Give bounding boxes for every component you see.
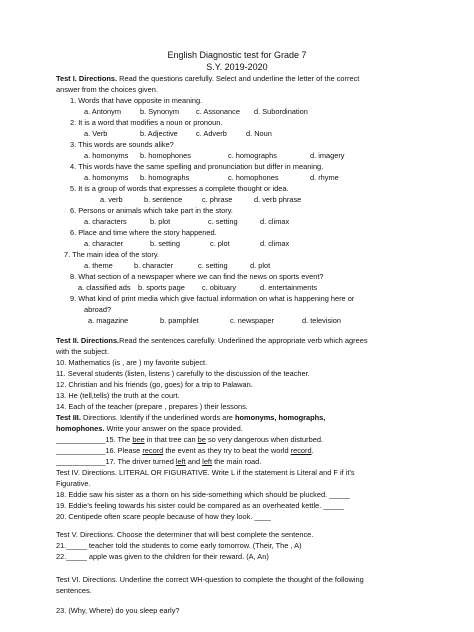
q12: 12. Christian and his friends (go, goes) for a trip to Palawan. — [56, 380, 253, 389]
q8-choices — [78, 282, 317, 293]
choice: b. sports page — [138, 283, 185, 292]
choice: d. Subordination — [254, 107, 308, 116]
q17-text: and — [185, 457, 203, 466]
q16 — [56, 445, 314, 456]
test3-directions-b-text: Write your answer on the space provided. — [104, 424, 243, 433]
choice: b. Synonym — [140, 107, 180, 116]
test2-directions — [56, 335, 368, 346]
q6: 6. Persons or animals which take part in the story. — [70, 206, 233, 215]
answer-blank: ____________ — [56, 446, 106, 455]
underlined-word: left — [202, 457, 213, 466]
q11: 11. Several students (listen, listens ) carefully to the discussion of the teacher. — [56, 369, 310, 378]
underlined-word: left — [175, 457, 186, 466]
choice: b. sentence — [144, 195, 183, 204]
test3-bold-words-2: homophones. — [56, 424, 105, 433]
q20: 20. Centipede often scare people because of how they look. ____ — [56, 512, 271, 521]
choice: b. Adjective — [140, 129, 178, 138]
q10: 10. Mathematics (is , are ) my favorite subject. — [56, 358, 208, 367]
test6-directions: Test VI. Directions. Underline the correct WH-question to complete the thought of the following — [56, 575, 364, 584]
q4-choices — [84, 172, 339, 183]
choice: c. obituary — [202, 283, 237, 292]
choice: a. Antonym — [84, 107, 121, 116]
q2-choices — [84, 128, 272, 139]
choice: d. Noun — [246, 129, 272, 138]
choice: d. rhyme — [310, 173, 339, 182]
choice: d. imagery — [310, 151, 345, 160]
test3-directions-b — [56, 423, 243, 434]
q9-choices — [88, 315, 341, 326]
underlined-word: be — [197, 435, 206, 444]
q18: 18. Eddie saw his sister as a thorn on his side-something which should be plucked. _____ — [56, 490, 350, 499]
test2-heading: Test II. Directions. — [56, 336, 120, 345]
q15-text: so very dangerous when disturbed. — [205, 435, 323, 444]
test3-directions-a: Directions. Identify if the underlined words are — [80, 413, 235, 422]
q5-choices — [100, 194, 301, 205]
q9-cont: abroad? — [84, 305, 112, 314]
q2: 2. It is a word that modifies a noun or pronoun. — [70, 118, 223, 127]
q5: 5. It is a group of words that expresses a complete thought or idea. — [70, 184, 289, 193]
q22: 22._____ apple was given to the children for their reward. (A, An) — [56, 552, 269, 561]
choice: c. homophones — [228, 173, 279, 182]
q21: 21._____ teacher told the students to come early tomorrow. (Their, The , A) — [56, 541, 302, 550]
test1-directions — [56, 73, 359, 84]
school-year: S.Y. 2019-2020 — [206, 62, 268, 72]
test3-directions — [56, 412, 325, 423]
q17-text: the main road. — [212, 457, 262, 466]
choice: c. setting — [208, 217, 238, 226]
test1-directions-a: Read the questions carefully. Select and underline the letter of the correct — [117, 74, 360, 83]
choice: d. climax — [260, 217, 290, 226]
q3-choices — [84, 150, 345, 161]
choice: b. plot — [150, 217, 171, 226]
choice: c. phrase — [202, 195, 233, 204]
choice: c. plot — [210, 239, 230, 248]
underlined-word: record — [142, 446, 164, 455]
choice: c. newspaper — [230, 316, 274, 325]
q15 — [56, 434, 323, 445]
q6-choices — [84, 216, 289, 227]
choice: a. Verb — [84, 129, 108, 138]
choice: a. character — [84, 239, 124, 248]
q7: 7. The main idea of the story. — [64, 250, 160, 259]
q1: 1. Words that have opposite in meaning. — [70, 96, 203, 105]
choice: d. television — [302, 316, 342, 325]
answer-blank: ____________ — [56, 457, 106, 466]
choice: b. homographs — [140, 173, 190, 182]
q15-text: 15. The — [105, 435, 133, 444]
document-title: English Diagnostic test for Grade 7 — [167, 50, 307, 60]
answer-blank: ____________ — [56, 435, 106, 444]
choice: c. Assonance — [196, 107, 240, 116]
choice: c. setting — [198, 261, 228, 270]
q14: 14. Each of the teacher (prepare , prepares ) their lessons. — [56, 402, 248, 411]
q8: 8. What section of a newspaper where we can find the news on sports event? — [70, 272, 324, 281]
test2-directions-a: Read the sentences carefully. Underlined the appropriate verb which agrees — [119, 336, 368, 345]
test3-heading: Test III. — [56, 413, 81, 422]
choice: a. homonyms — [84, 151, 129, 160]
q23: 23. (Why, Where) do you sleep early? — [56, 606, 180, 615]
test3-bold-words: homonyms, homographs, — [234, 413, 326, 422]
test1-heading: Test I. Directions. — [56, 74, 118, 83]
choice: d. entertainments — [260, 283, 318, 292]
q4: 4. This words have the same spelling and pronunciation but differ in meaning. — [70, 162, 324, 171]
q16-text: the event as they try to beat the world — [163, 446, 291, 455]
choice: a. verb — [100, 195, 123, 204]
test4-directions-b: Figurative. — [56, 479, 91, 488]
choice: a. classified ads — [78, 283, 131, 292]
choice: b. character — [134, 261, 174, 270]
choice: c. homographs — [228, 151, 277, 160]
test2-directions-b: with the subject. — [56, 347, 109, 356]
q6b: 6. Place and time where the story happened. — [70, 228, 217, 237]
choice: d. climax — [260, 239, 290, 248]
underlined-word: record — [290, 446, 312, 455]
underlined-word: bee — [132, 435, 145, 444]
test1-directions-b: answer from the choices given. — [56, 85, 158, 94]
test5-directions: Test V. Directions. Choose the determiner that will best complete the sentence. — [56, 530, 314, 539]
q16-text: 16. Please — [105, 446, 143, 455]
q6b-choices — [84, 238, 289, 249]
q3: 3. This words are sounds alike? — [70, 140, 174, 149]
q7-choices — [84, 260, 270, 271]
test6-directions-b: sentences. — [56, 586, 92, 595]
choice: d. verb phrase — [254, 195, 302, 204]
choice: c. Adverb — [196, 129, 227, 138]
q1-choices — [84, 106, 308, 117]
q15-text: in that tree can — [144, 435, 198, 444]
choice: b. homophones — [140, 151, 191, 160]
q17 — [56, 456, 261, 467]
q9: 9. What kind of print media which give factual information on what is happening here or — [70, 294, 355, 303]
test4-directions: Test IV. Directions. LITERAL OR FIGURATIVE. Write L if the statement is Literal and F if it’s — [56, 468, 355, 477]
q17-text: 17. The driver turned — [105, 457, 176, 466]
choice: a. theme — [84, 261, 113, 270]
choice: b. pamphlet — [160, 316, 199, 325]
choice: d. plot — [250, 261, 271, 270]
choice: a. homonyms — [84, 173, 129, 182]
choice: a. characters — [84, 217, 127, 226]
choice: a. magazine — [88, 316, 129, 325]
q16-text: . — [311, 446, 314, 455]
q13: 13. He (tell,tells) the truth at the court. — [56, 391, 180, 400]
q19: 19. Eddie’s feeling towards his sister could be compared as an overheated kettle. _____ — [56, 501, 344, 510]
choice: b. setting — [150, 239, 180, 248]
